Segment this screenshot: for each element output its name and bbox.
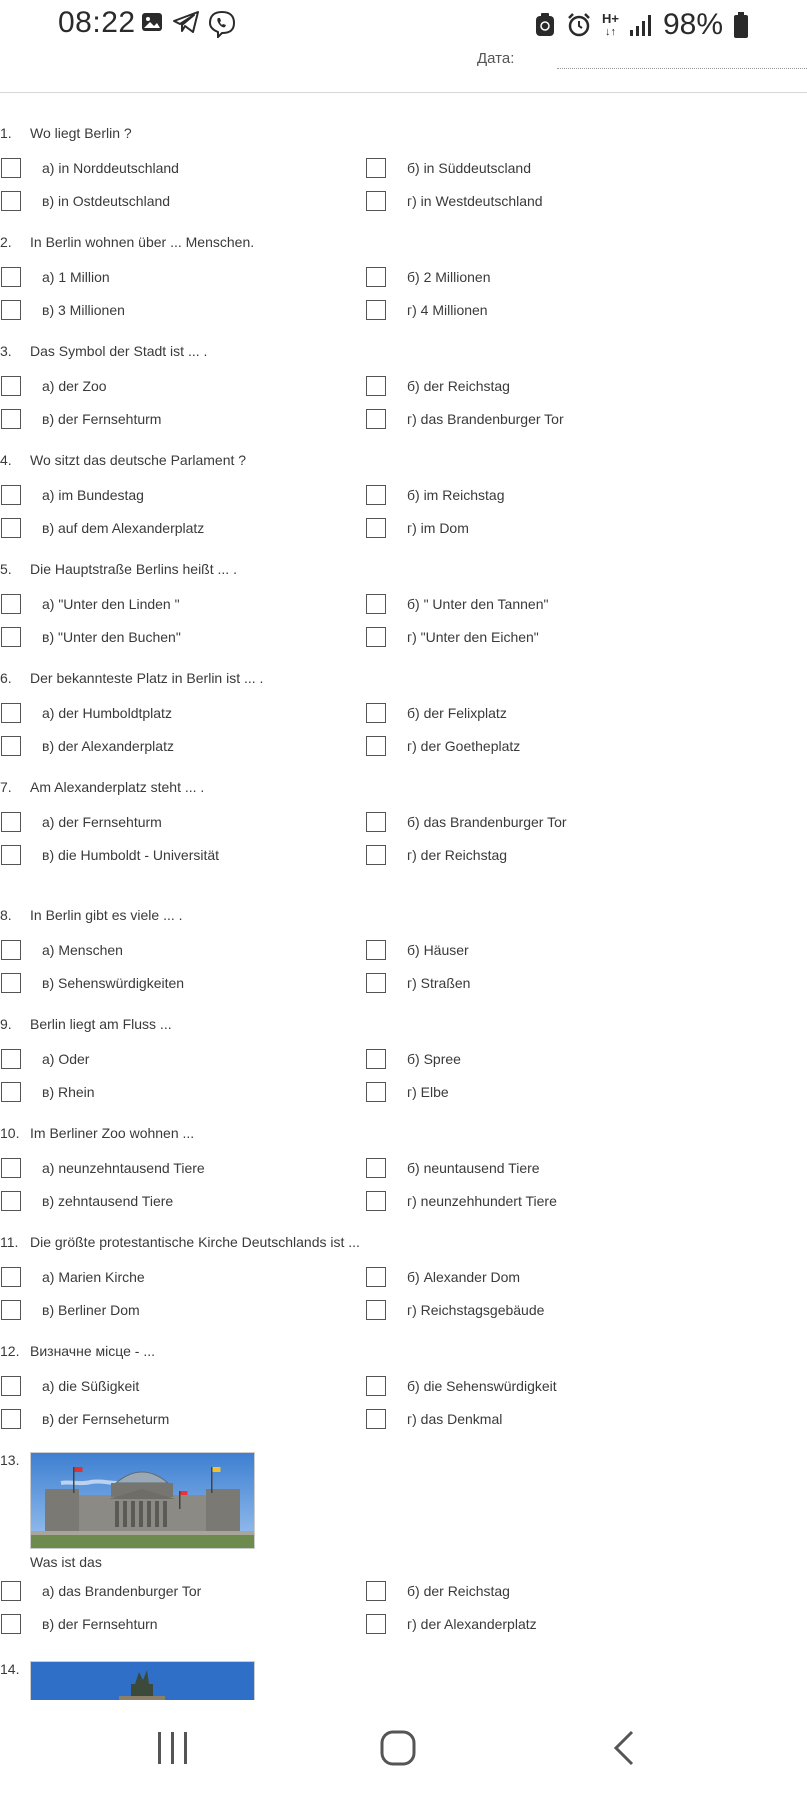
answer-label: г) "Unter den Eichen" [407, 629, 539, 645]
reichstag-image [30, 1452, 255, 1549]
question-number: 13. [0, 1452, 20, 1468]
answer-option[interactable] [0, 734, 174, 758]
answer-label: а) Oder [42, 1051, 90, 1067]
date-field[interactable] [557, 68, 807, 69]
answer-label: в) der Fernseheturm [42, 1411, 170, 1427]
answer-label: в) die Humboldt - Universität [42, 847, 220, 863]
answer-option[interactable] [0, 483, 144, 507]
answer-option[interactable] [366, 1189, 557, 1213]
answer-label: г) der Reichstag [407, 847, 508, 863]
answer-option[interactable] [366, 483, 505, 507]
question-text: Im Berliner Zoo wohnen ... [30, 1125, 195, 1141]
viber-icon [208, 10, 236, 38]
answer-option[interactable] [0, 1080, 95, 1104]
answer-checkbox[interactable] [1, 485, 21, 505]
question-number: 2. [0, 234, 12, 250]
answer-checkbox[interactable] [1, 409, 21, 429]
answer-checkbox[interactable] [1, 300, 21, 320]
recycle-icon [534, 12, 556, 38]
answer-label: г) das Denkmal [407, 1411, 503, 1427]
answer-checkbox[interactable] [366, 267, 386, 287]
answer-option[interactable] [366, 189, 543, 213]
question-heading [0, 1234, 360, 1250]
answer-label: а) die Süßigkeit [42, 1378, 140, 1394]
date-row [0, 48, 807, 78]
answer-option[interactable] [0, 592, 180, 616]
question-number: 7. [0, 779, 12, 795]
answer-label: б) 2 Millionen [407, 269, 491, 285]
answer-label: а) neunzehntausend Tiere [42, 1160, 205, 1176]
answer-option[interactable] [0, 625, 181, 649]
question-heading [0, 1016, 172, 1032]
answer-option[interactable] [366, 1374, 557, 1398]
answer-label: б) neuntausend Tiere [407, 1160, 540, 1176]
answer-checkbox[interactable] [1, 191, 21, 211]
answer-checkbox[interactable] [1, 1191, 21, 1211]
answer-option[interactable] [366, 625, 539, 649]
answer-option[interactable] [0, 1612, 158, 1636]
question-text: In Berlin gibt es viele ... . [30, 907, 183, 923]
answer-label: а) Menschen [42, 942, 123, 958]
answer-option[interactable] [0, 810, 162, 834]
answer-label: б) im Reichstag [407, 487, 505, 503]
question-number: 11. [0, 1234, 19, 1250]
question-text: Der bekannteste Platz in Berlin ist ... . [30, 670, 264, 686]
answer-checkbox[interactable] [366, 1581, 386, 1601]
answer-label: г) der Alexanderplatz [407, 1616, 537, 1632]
question-heading [0, 1343, 155, 1359]
answer-checkbox[interactable] [366, 1300, 386, 1320]
question-text: Die Hauptstraße Berlins heißt ... . [30, 561, 237, 577]
answer-checkbox[interactable] [366, 158, 386, 178]
answer-checkbox[interactable] [1, 1614, 21, 1634]
answer-option[interactable] [0, 156, 179, 180]
answer-option[interactable] [366, 810, 567, 834]
answer-checkbox[interactable] [366, 594, 386, 614]
answer-option[interactable] [0, 971, 185, 995]
answer-label: б) der Reichstag [407, 378, 510, 394]
telegram-icon [172, 10, 200, 34]
question-heading [0, 125, 132, 141]
answer-option[interactable] [366, 701, 507, 725]
answer-checkbox[interactable] [1, 1409, 21, 1429]
answer-checkbox[interactable] [1, 1049, 21, 1069]
question-heading [0, 234, 254, 250]
answer-checkbox[interactable] [366, 409, 386, 429]
question-text: Wo liegt Berlin ? [30, 125, 132, 141]
answer-checkbox[interactable] [366, 1049, 386, 1069]
back-icon[interactable] [612, 1730, 636, 1766]
answer-checkbox[interactable] [366, 1158, 386, 1178]
answer-checkbox[interactable] [1, 812, 21, 832]
alarm-icon [566, 12, 592, 38]
question-heading [0, 1452, 30, 1468]
answer-checkbox[interactable] [1, 1082, 21, 1102]
answer-label: в) in Ostdeutschland [42, 193, 171, 209]
network-type: H+ [601, 10, 619, 26]
answer-option[interactable] [0, 1265, 145, 1289]
question-heading [0, 343, 207, 359]
answer-label: г) Straßen [407, 975, 471, 991]
answer-label: б) der Felixplatz [407, 705, 507, 721]
question-heading [0, 907, 183, 923]
answer-checkbox[interactable] [1, 1300, 21, 1320]
answer-checkbox[interactable] [1, 594, 21, 614]
answer-checkbox[interactable] [366, 736, 386, 756]
answer-checkbox[interactable] [1, 627, 21, 647]
battery-percent: 98% [662, 8, 723, 41]
answer-label: в) auf dem Alexanderplatz [42, 520, 205, 536]
question-text: Wo sitzt das deutsche Parlament ? [30, 452, 247, 468]
answer-checkbox[interactable] [366, 191, 386, 211]
answer-checkbox[interactable] [1, 376, 21, 396]
answer-label: а) der Zoo [42, 378, 107, 394]
question-heading [0, 1661, 30, 1677]
answer-label: г) neunzehhundert Tiere [407, 1193, 557, 1209]
answer-option[interactable] [0, 265, 110, 289]
answer-option[interactable] [0, 516, 205, 540]
answer-checkbox[interactable] [1, 1376, 21, 1396]
signal-icon [629, 14, 653, 36]
question-heading [0, 779, 204, 795]
answer-option[interactable] [0, 1407, 170, 1431]
answer-option[interactable] [0, 1189, 174, 1213]
answer-checkbox[interactable] [366, 1082, 386, 1102]
answer-label: г) 4 Millionen [407, 302, 488, 318]
answer-option[interactable] [0, 1579, 202, 1603]
answer-option[interactable] [0, 374, 107, 398]
answer-checkbox[interactable] [1, 1267, 21, 1287]
answer-label: а) "Unter den Linden " [42, 596, 180, 612]
reichstag-picture [31, 1453, 254, 1548]
answer-label: в) Berliner Dom [42, 1302, 140, 1318]
answer-option[interactable] [366, 592, 549, 616]
answer-label: г) das Brandenburger Tor [407, 411, 564, 427]
answer-option[interactable] [0, 1374, 140, 1398]
answer-option[interactable] [366, 156, 531, 180]
question-heading [0, 452, 246, 468]
answer-label: в) Sehenswürdigkeiten [42, 975, 185, 991]
answer-option[interactable] [366, 1298, 545, 1322]
question-text: In Berlin wohnen über ... Menschen. [30, 234, 255, 250]
answer-checkbox[interactable] [366, 300, 386, 320]
question-number: 5. [0, 561, 12, 577]
answer-checkbox[interactable] [366, 1267, 386, 1287]
brandenburg-gate-image [30, 1661, 255, 1701]
home-icon[interactable] [380, 1730, 416, 1766]
answer-option[interactable] [0, 189, 171, 213]
answer-label: б) Alexander Dom [407, 1269, 521, 1285]
answer-option[interactable] [366, 1265, 521, 1289]
system-icons [534, 8, 749, 42]
answer-checkbox[interactable] [366, 518, 386, 538]
question-text: Die größte protestantische Kirche Deutschlands ist ... [30, 1234, 360, 1250]
answer-label: в) der Fernsehturm [42, 411, 162, 427]
question-number: 3. [0, 343, 12, 359]
answer-label: а) im Bundestag [42, 487, 144, 503]
brandenburg-gate-picture [31, 1662, 254, 1701]
question-number: 10. [0, 1125, 20, 1141]
answer-label: б) der Reichstag [407, 1583, 510, 1599]
answer-option[interactable] [366, 1612, 537, 1636]
answer-checkbox[interactable] [1, 973, 21, 993]
answer-label: в) Rhein [42, 1084, 95, 1100]
question-number: 6. [0, 670, 12, 686]
answer-label: г) Elbe [407, 1084, 449, 1100]
answer-checkbox[interactable] [1, 736, 21, 756]
recent-apps-icon[interactable] [156, 1730, 190, 1766]
answer-option[interactable] [366, 938, 469, 962]
header-divider [0, 92, 807, 93]
answer-label: г) im Dom [407, 520, 469, 536]
answer-checkbox[interactable] [1, 158, 21, 178]
question-number: 8. [0, 907, 12, 923]
answer-option[interactable] [366, 843, 508, 867]
answer-label: а) Marien Kirche [42, 1269, 145, 1285]
answer-label: б) Häuser [407, 942, 469, 958]
answer-checkbox[interactable] [366, 1191, 386, 1211]
answer-checkbox[interactable] [366, 485, 386, 505]
question-number: 9. [0, 1016, 12, 1032]
answer-label: в) zehntausend Tiere [42, 1193, 174, 1209]
question-13-caption: Was ist das [30, 1554, 102, 1570]
answer-checkbox[interactable] [366, 627, 386, 647]
answer-option[interactable] [366, 374, 510, 398]
answer-label: а) das Brandenburger Tor [42, 1583, 202, 1599]
answer-checkbox[interactable] [366, 845, 386, 865]
question-number: 12. [0, 1343, 20, 1359]
answer-option[interactable] [0, 1298, 140, 1322]
answer-label: б) das Brandenburger Tor [407, 814, 567, 830]
answer-option[interactable] [366, 1579, 510, 1603]
answer-checkbox[interactable] [1, 1581, 21, 1601]
gallery-icon [140, 10, 164, 34]
answer-checkbox[interactable] [366, 1376, 386, 1396]
answer-option[interactable] [366, 1080, 449, 1104]
answer-checkbox[interactable] [1, 518, 21, 538]
answer-label: б) " Unter den Tannen" [407, 596, 549, 612]
notification-icons [140, 10, 236, 38]
status-time: 08:22 [58, 6, 136, 39]
answer-checkbox[interactable] [366, 1409, 386, 1429]
answer-option[interactable] [366, 1407, 503, 1431]
question-text: Am Alexanderplatz steht ... . [30, 779, 205, 795]
question-text: Das Symbol der Stadt ist ... . [30, 343, 208, 359]
answer-label: а) der Humboldtplatz [42, 705, 172, 721]
question-number: 14. [0, 1661, 20, 1677]
question-number: 1. [0, 125, 12, 141]
answer-checkbox[interactable] [1, 845, 21, 865]
answer-label: в) der Alexanderplatz [42, 738, 174, 754]
answer-label: б) Spree [407, 1051, 461, 1067]
answer-option[interactable] [0, 843, 220, 867]
answer-option[interactable] [0, 298, 125, 322]
answer-label: а) in Norddeutschland [42, 160, 179, 176]
answer-option[interactable] [0, 407, 162, 431]
question-number: 4. [0, 452, 12, 468]
date-label: Дата: [477, 50, 515, 67]
answer-option[interactable] [366, 1047, 461, 1071]
answer-option[interactable] [366, 265, 491, 289]
question-heading [0, 670, 263, 686]
answer-option[interactable] [0, 1047, 90, 1071]
battery-icon [733, 12, 749, 38]
answer-checkbox[interactable] [366, 1614, 386, 1634]
answer-option[interactable] [366, 734, 521, 758]
question-heading [0, 1125, 194, 1141]
question-text: Визначне місце - ... [30, 1343, 155, 1359]
answer-checkbox[interactable] [1, 1158, 21, 1178]
answer-option[interactable] [0, 938, 123, 962]
answer-option[interactable] [0, 701, 172, 725]
answer-checkbox[interactable] [1, 703, 21, 723]
answer-option[interactable] [366, 971, 471, 995]
answer-option[interactable] [0, 1156, 205, 1180]
answer-label: г) in Westdeutschland [407, 193, 543, 209]
question-text: Berlin liegt am Fluss ... [30, 1016, 172, 1032]
question-heading [0, 561, 237, 577]
answer-option[interactable] [366, 407, 564, 431]
answer-label: г) der Goetheplatz [407, 738, 521, 754]
answer-checkbox[interactable] [366, 812, 386, 832]
answer-label: а) 1 Million [42, 269, 110, 285]
answer-checkbox[interactable] [366, 703, 386, 723]
answer-option[interactable] [366, 298, 488, 322]
answer-label: в) der Fernsehturn [42, 1616, 158, 1632]
answer-label: б) die Sehenswürdigkeit [407, 1378, 557, 1394]
answer-label: б) in Süddeutscland [407, 160, 531, 176]
network-icon: H+ ↓↑ [601, 10, 619, 38]
answer-option[interactable] [366, 1156, 540, 1180]
answer-checkbox[interactable] [366, 376, 386, 396]
answer-label: в) "Unter den Buchen" [42, 629, 181, 645]
status-bar [0, 0, 807, 50]
answer-checkbox[interactable] [1, 940, 21, 960]
answer-option[interactable] [366, 516, 469, 540]
answer-label: а) der Fernsehturm [42, 814, 162, 830]
answer-label: в) 3 Millionen [42, 302, 125, 318]
answer-checkbox[interactable] [1, 267, 21, 287]
answer-checkbox[interactable] [366, 940, 386, 960]
answer-checkbox[interactable] [366, 973, 386, 993]
navigation-bar [0, 1700, 807, 1799]
answer-label: г) Reichstagsgebäude [407, 1302, 545, 1318]
